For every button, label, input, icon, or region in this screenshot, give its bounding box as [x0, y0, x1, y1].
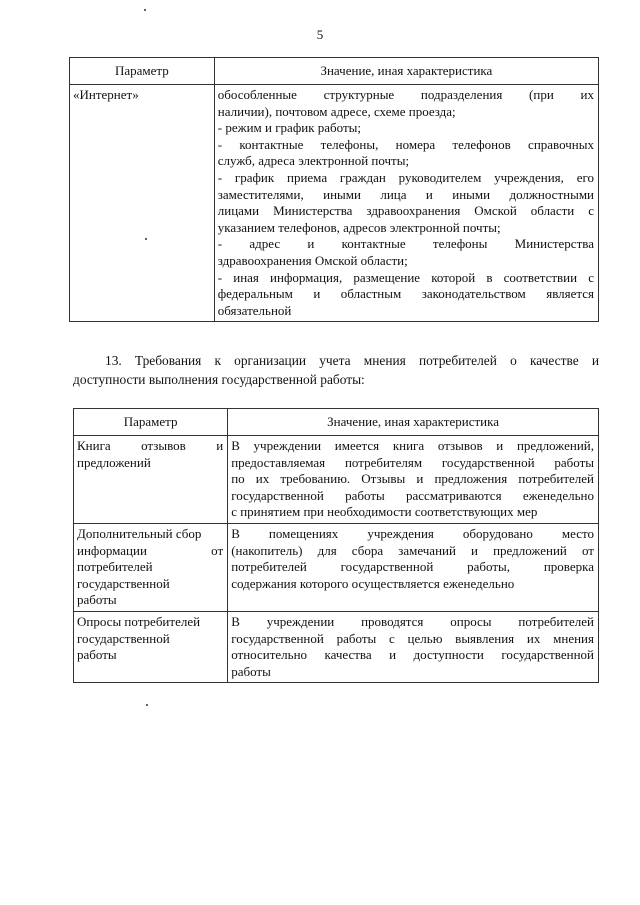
value-cell	[228, 523, 599, 611]
value-cell	[228, 436, 599, 524]
value-line: (накопитель) для сбора замечаний и предложений от	[231, 542, 594, 558]
param-cell	[74, 436, 228, 524]
table-row	[74, 611, 599, 682]
value-line: В учреждении имеется книга отзывов и предложений,	[231, 438, 594, 453]
value-cell	[214, 85, 598, 322]
feedback-table	[73, 408, 599, 683]
value-line: государственной работы рассматриваются еженедельно	[231, 487, 594, 503]
param-line: государственной	[77, 630, 170, 646]
table-row	[74, 523, 599, 611]
value-line: - контактные телефоны, номера телефонов справочных	[217, 136, 594, 152]
value-line: - адрес и контактные телефоны Министерства	[217, 236, 594, 252]
value-line: работы	[231, 663, 271, 679]
param-line: потребителей	[77, 559, 153, 575]
value-line: В помещениях учреждения оборудовано место	[231, 525, 594, 541]
param-line: Книга отзывов и	[77, 438, 224, 453]
value-line: здравоохранения Омской области;	[217, 252, 408, 268]
param-line: работы	[77, 647, 117, 663]
value-line: государственной работы с целью выявления их мнения	[231, 630, 594, 646]
scan-speck	[146, 704, 148, 706]
header-value: Значение, иная характеристика	[228, 409, 599, 436]
value-line: относительно качества и доступности государственной	[231, 647, 594, 663]
value-line: служб, адреса электронной почты;	[217, 153, 410, 169]
value-line: с принятием при необходимости соответствующих мер	[231, 504, 538, 520]
value-line: указанием телефонов, адресов электронной почты;	[217, 219, 501, 235]
page-number: 5	[316, 27, 324, 42]
value-line: - график приема граждан руководителем учреждения, его	[217, 169, 594, 185]
param-cell: «Интернет»	[70, 85, 215, 322]
param-line: работы	[77, 592, 117, 608]
value-line: заместителями, иными лица и иными должностными	[217, 186, 594, 202]
paragraph-line: доступности выполнения государственной работы:	[73, 372, 365, 387]
value-line: наличии), почтовом адресе, схеме проезда;	[217, 103, 456, 119]
table-header-row	[70, 58, 599, 85]
value-line: В учреждении проводятся опросы потребителей	[231, 613, 594, 629]
value-line: - режим и график работы;	[217, 120, 362, 136]
param-line: Опросы потребителей	[77, 613, 201, 629]
value-line: федеральным и областным законодательством является	[217, 286, 594, 302]
section-13-paragraph	[73, 351, 599, 389]
param-line: государственной	[77, 575, 170, 591]
param-line: информации от	[77, 542, 224, 558]
value-line: - иная информация, размещение которой в соответствии с	[217, 269, 594, 285]
value-line: лицами Министерства здравоохранения Омской области с	[217, 203, 594, 219]
info-table-continued	[69, 57, 599, 322]
header-value: Значение, иная характеристика	[214, 58, 598, 85]
param-line: Дополнительный сбор	[77, 525, 202, 541]
param-cell	[74, 523, 228, 611]
param-line: предложений	[77, 454, 151, 470]
header-param: Параметр	[74, 409, 228, 436]
header-param: Параметр	[70, 58, 215, 85]
scan-speck	[144, 9, 146, 11]
value-line: содержания которого осуществляется еженедельно	[231, 575, 515, 591]
value-line: обязательной	[217, 302, 292, 318]
paragraph-line: 13. Требования к организации учета мнения потребителей о качестве и	[105, 353, 599, 368]
value-line: обособленные структурные подразделения (при их	[217, 87, 594, 102]
table-header-row	[74, 409, 599, 436]
value-line: по их требованию. Отзывы и предложения потребителей	[231, 471, 594, 487]
table-row	[70, 85, 599, 322]
param-cell	[74, 611, 228, 682]
value-line: предоставляемая потребителям государственной работы	[231, 454, 594, 470]
value-line: потребителей государственной работы, проверка	[231, 559, 594, 575]
table-row	[74, 436, 599, 524]
value-cell	[228, 611, 599, 682]
